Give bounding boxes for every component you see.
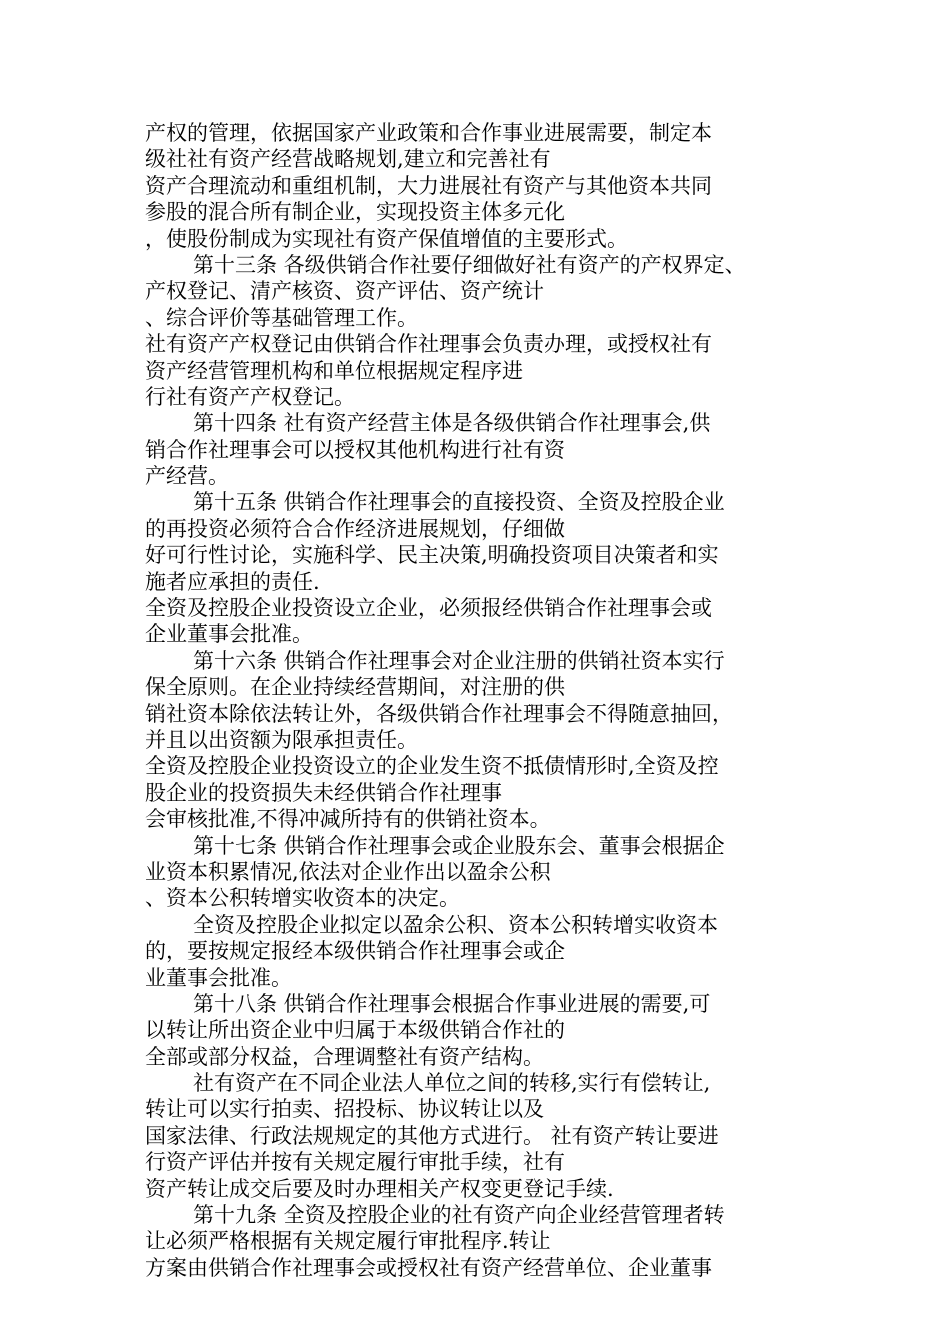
paragraph-first-line: 第十四条 社有资产经营主体是各级供销合作社理事会,供: [193, 411, 711, 436]
paragraph-first-line: 第十六条 供销合作社理事会对企业注册的供销社资本实行: [193, 648, 725, 673]
text-line: 行社有资产产权登记。: [145, 384, 355, 409]
text-line: 的再投资必须符合合作经济进展规划，仔细做: [145, 516, 565, 541]
text-line: 产权的管理，依据国家产业政策和合作事业进展需要，制定本: [145, 121, 712, 145]
text-line: 施者应承担的责任.: [145, 569, 320, 594]
text-line: 方案由供销合作社理事会或授权社有资产经营单位、企业董事: [145, 1255, 712, 1280]
text-line: 会审核批准,不得冲减所持有的供销社资本。: [145, 807, 551, 832]
paragraph-first-line: 第十七条 供销合作社理事会或企业股东会、董事会根据企: [193, 833, 725, 858]
text-line: 资产经营管理机构和单位根据规定程序进: [145, 358, 523, 383]
text-line: ，使股份制成为实现社有资产保值增值的主要形式。: [145, 226, 628, 251]
text-line: 全资及控股企业投资设立的企业发生资不抵债情形时,全资及控: [145, 754, 719, 779]
text-line: 资产合理流动和重组机制，大力进展社有资产与其他资本共同: [145, 173, 712, 198]
text-line: 全部或部分权益，合理调整社有资产结构。: [145, 1044, 544, 1069]
paragraph-first-line: 第十三条 各级供销合作社要仔细做好社有资产的产权界定、: [193, 252, 746, 277]
document-body: [145, 120, 815, 1281]
text-line: 企业董事会批准。: [145, 622, 313, 647]
text-line: 并且以出资额为限承担责任。: [145, 727, 418, 752]
text-line: 参股的混合所有制企业，实现投资主体多元化: [145, 200, 565, 225]
paragraph-first-line: 第十九条 全资及控股企业的社有资产向企业经营管理者转: [193, 1203, 725, 1228]
text-line: 资产转让成交后要及时办理相关产权变更登记手续.: [145, 1176, 614, 1201]
text-line: 销社资本除依法转让外，各级供销合作社理事会不得随意抽回，: [145, 701, 733, 726]
text-line: 社有资产产权登记由供销合作社理事会负责办理，或授权社有: [145, 332, 712, 357]
text-line: 以转让所出资企业中归属于本级供销合作社的: [145, 1018, 565, 1043]
paragraph-first-line: 第十八条 供销合作社理事会根据合作事业进展的需要,可: [193, 991, 711, 1016]
text-line: 国家法律、行政法规规定的其他方式进行。 社有资产转让要进: [145, 1123, 719, 1148]
text-line: 让必须严格根据有关规定履行审批程序.转让: [145, 1229, 551, 1254]
text-line: 保全原则。在企业持续经营期间，对注册的供: [145, 675, 565, 700]
text-line: 转让可以实行拍卖、招投标、协议转让以及: [145, 1097, 544, 1122]
text-line: 业资本积累情况,依法对企业作出以盈余公积: [145, 859, 551, 884]
text-line: 、资本公积转增实收资本的决定。: [145, 886, 460, 911]
text-line: 的，要按规定报经本级供销合作社理事会或企: [145, 939, 565, 964]
text-line: 销合作社理事会可以授权其他机构进行社有资: [145, 437, 565, 462]
text-line: 业董事会批准。: [145, 965, 292, 990]
paragraph-first-line: 社有资产在不同企业法人单位之间的转移,实行有偿转让,: [193, 1071, 711, 1096]
text-line: 全资及控股企业投资设立企业，必须报经供销合作社理事会或: [145, 596, 712, 621]
text-line: 级社社有资产经营战略规划,建立和完善社有: [145, 147, 551, 172]
text-line: 股企业的投资损失未经供销合作社理事: [145, 780, 502, 805]
text-line: 产经营。: [145, 464, 229, 489]
text-line: 、综合评价等基础管理工作。: [145, 305, 418, 330]
text-line: 产权登记、清产核资、资产评估、资产统计: [145, 279, 544, 304]
text-line: 好可行性讨论，实施科学、民主决策,明确投资项目决策者和实: [145, 543, 719, 568]
text-line: 行资产评估并按有关规定履行审批手续，社有: [145, 1150, 565, 1175]
paragraph-first-line: 全资及控股企业拟定以盈余公积、资本公积转增实收资本: [193, 912, 718, 937]
paragraph-first-line: 第十五条 供销合作社理事会的直接投资、全资及控股企业: [193, 490, 725, 515]
